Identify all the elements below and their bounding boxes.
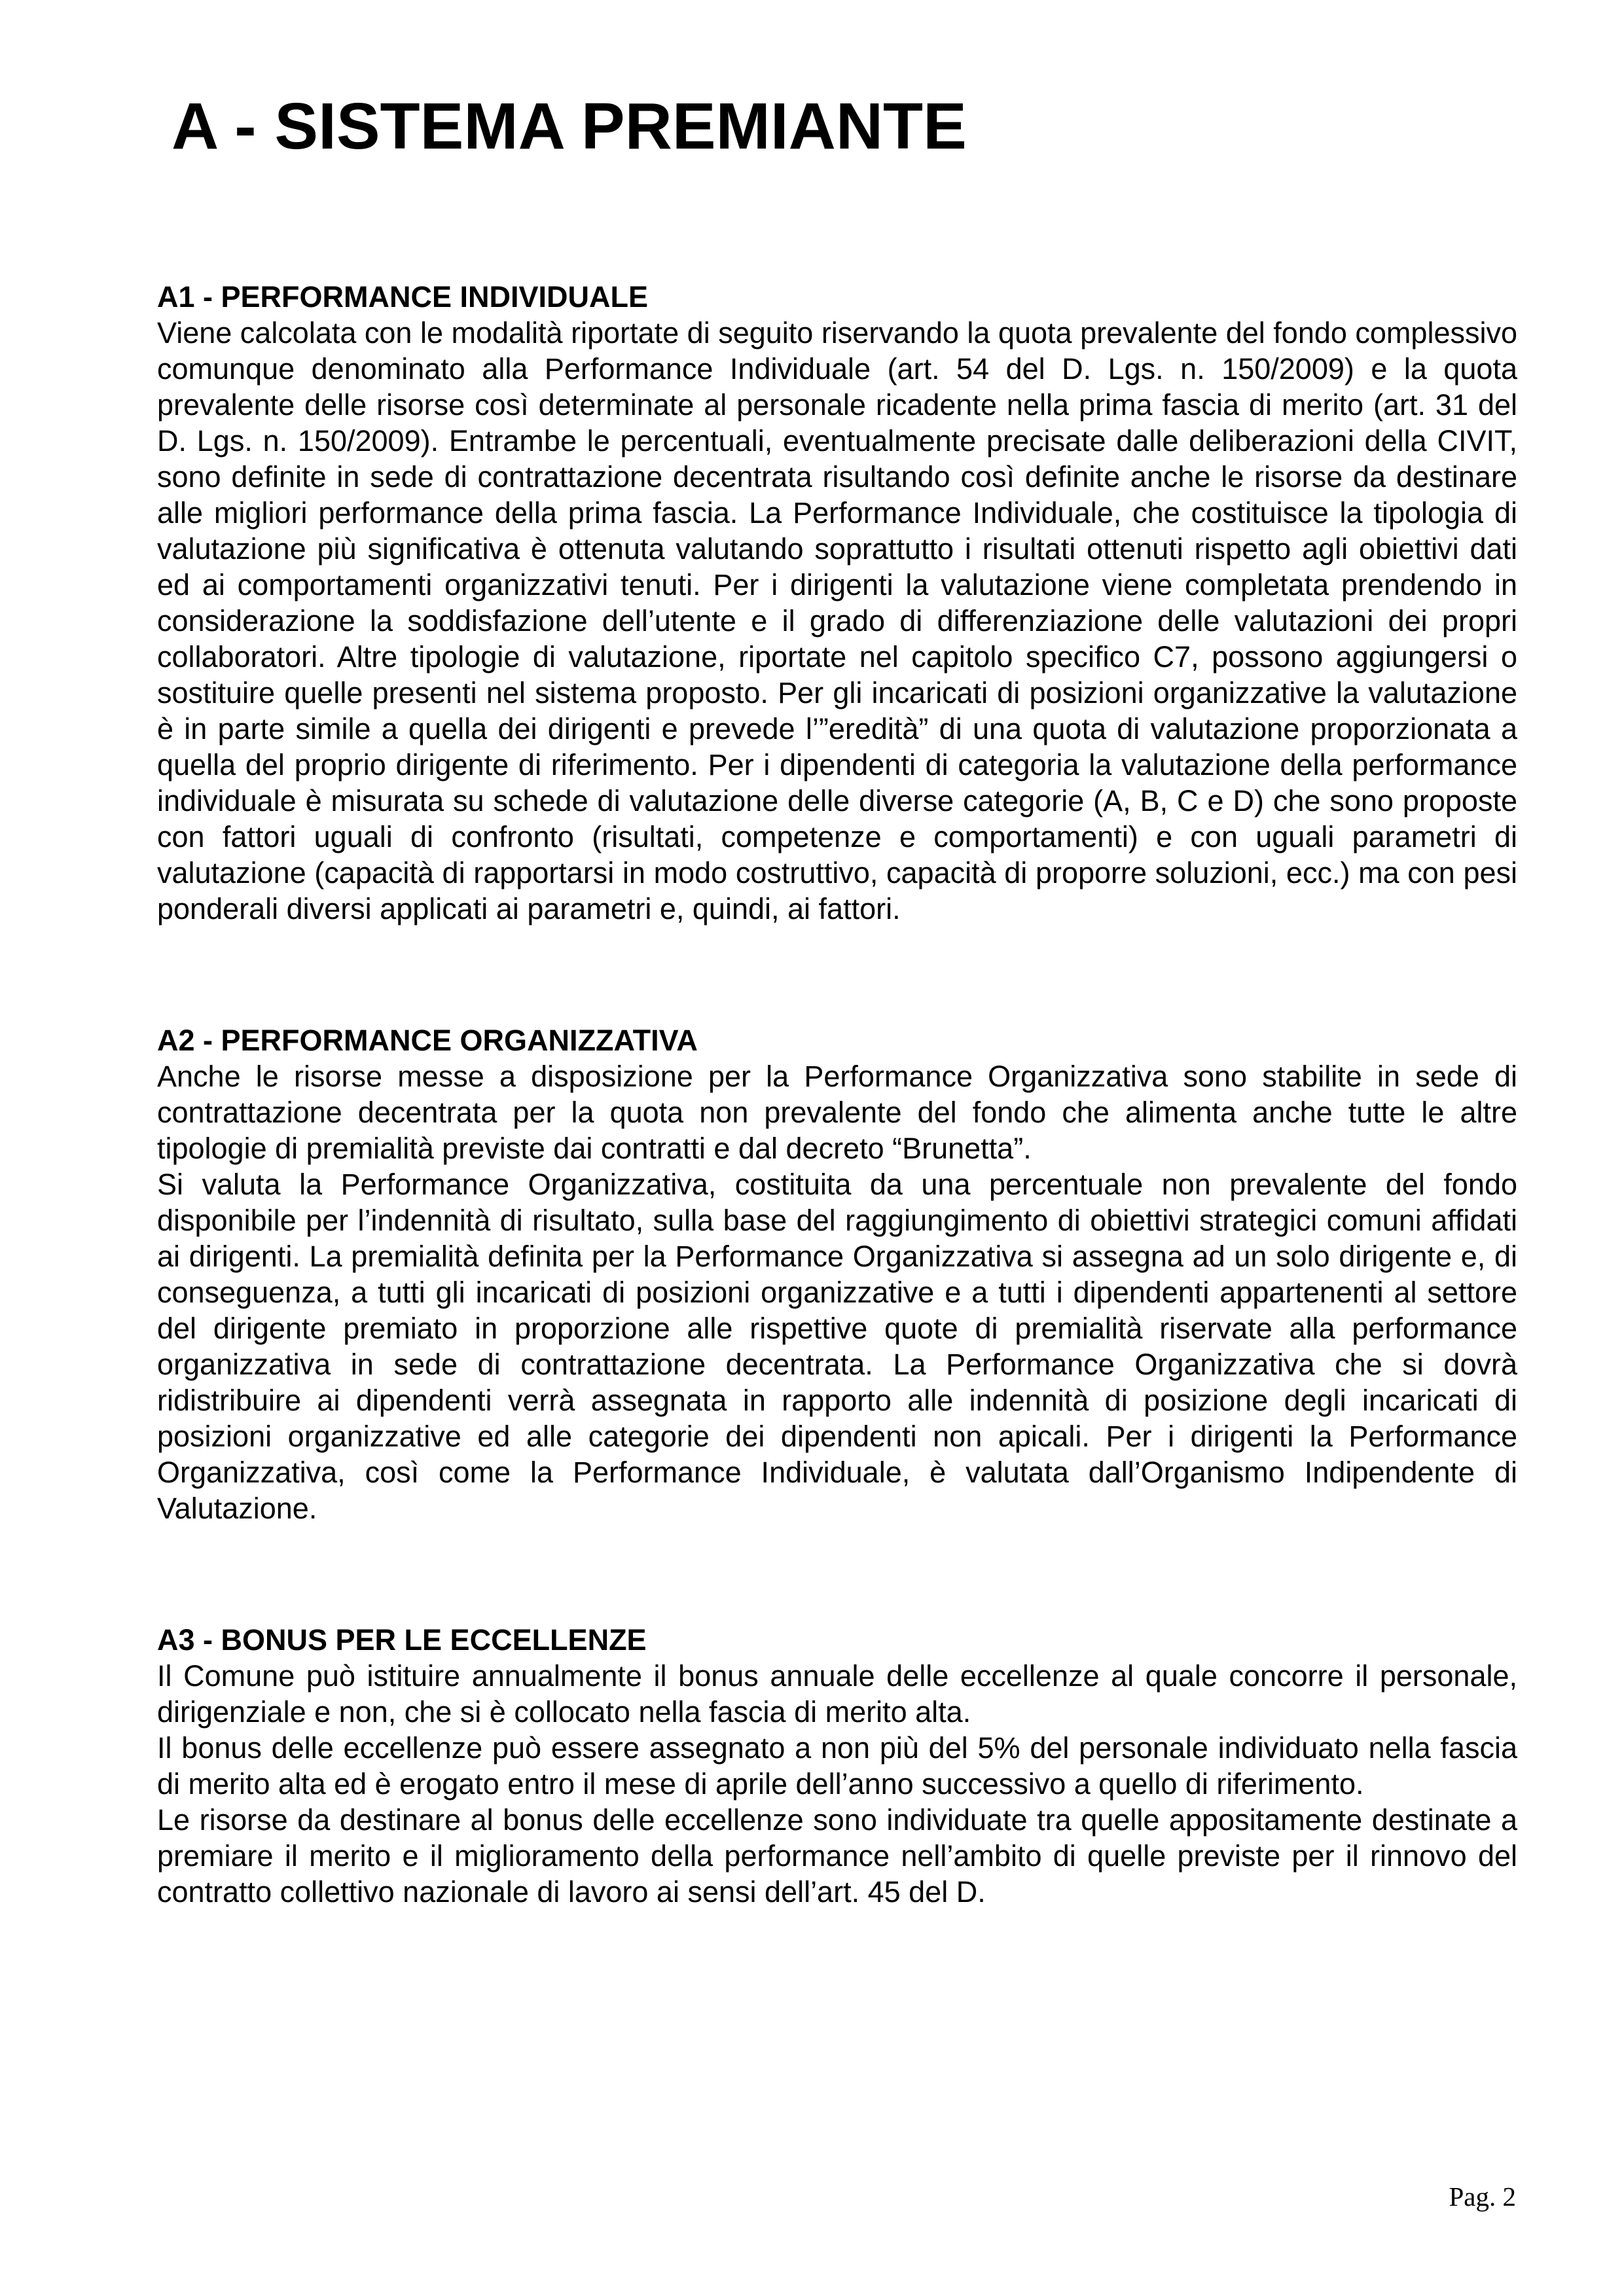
section-a2-paragraph-2: Si valuta la Performance Organizzativa, costituita da una percentuale non prevalente del fondo disponibile per l’indennità di risultato, sulla base del raggiungimento di obiettivi strategici comuni affidati ai dirigenti. La premialità definita per la Performance Organizzativa si assegna ad un solo dirigente e, di conseguenza, a tutti gli incaricati di posizioni organizzative e a tutti i dipendenti appartenenti al settore del dirigente premiato in proporzione alle rispettive quote di premialità riservate alla performance organizzativa in sede di contrattazione decentrata. La Performance Organizzativa che si dovrà ridistribuire ai dipendenti verrà assegnata in rapporto alle indennità di posizione degli incaricati di posizioni organizzative ed alle categorie dei dipendenti non apicali. Per i dirigenti la Performance Organizzativa, così come la Performance Individuale, è valutata dall’Organismo Indipendente di Valutazione. [157, 1168, 1517, 1525]
document-title: A - SISTEMA PREMIANTE [171, 90, 967, 163]
section-a2-paragraph-1: Anche le risorse messe a disposizione per la Performance Organizzativa sono stabilite in sede di contrattazione decentrata per la quota non prevalente del fondo che alimenta anche tutte le altre tipologie di premialità previste dai contratti e dal decreto “Brunetta”. [157, 1060, 1517, 1165]
section-a1 [157, 279, 1517, 927]
section-a2 [157, 1022, 1517, 1526]
section-a3 [157, 1622, 1517, 1910]
section-a3-paragraph-1: Il Comune può istituire annualmente il bonus annuale delle eccellenze al quale concorre il personale, dirigenziale e non, che si è collocato nella fascia di merito alta. [157, 1659, 1517, 1729]
section-a1-heading: A1 - PERFORMANCE INDIVIDUALE [157, 280, 649, 314]
section-a1-paragraph-1: Viene calcolata con le modalità riportate di seguito riservando la quota prevalente del fondo complessivo comunque denominato alla Performance Individuale (art. 54 del D. Lgs. n. 150/2009) e la quota prevalente delle risorse così determinate al personale ricadente nella prima fascia di merito (art. 31 del D. Lgs. n. 150/2009). Entrambe le percentuali, eventualmente precisate dalle deliberazioni della CIVIT, sono definite in sede di contrattazione decentrata risultando così definite anche le risorse da destinare alle migliori performance della prima fascia. La Performance Individuale, che costituisce la tipologia di valutazione più significativa è ottenuta valutando soprattutto i risultati ottenuti rispetto agli obiettivi dati ed ai comportamenti organizzativi tenuti. Per i dirigenti la valutazione viene completata prendendo in considerazione la soddisfazione dell’utente e il grado di differenziazione delle valutazioni dei propri collaboratori. Altre tipologie di valutazione, riportate nel capitolo specifico C7, possono aggiungersi o sostituire quelle presenti nel sistema proposto. Per gli incaricati di posizioni organizzative la valutazione è in parte simile a quella dei dirigenti e prevede l’”eredità” di una quota di valutazione proporzionata a quella del proprio dirigente di riferimento. Per i dipendenti di categoria la valutazione della performance individuale è misurata su schede di valutazione delle diverse categorie (A, B, C e D) che sono proposte con fattori uguali di confronto (risultati, competenze e comportamenti) e con uguali parametri di valutazione (capacità di rapportarsi in modo costruttivo, capacità di proporre soluzioni, ecc.) ma con pesi ponderali diversi applicati ai parametri e, quindi, ai fattori. [157, 316, 1517, 925]
section-a2-heading: A2 - PERFORMANCE ORGANIZZATIVA [157, 1024, 698, 1057]
document-content [157, 0, 1517, 1910]
page-footer [1449, 2181, 1517, 2213]
section-a3-paragraph-3: Le risorse da destinare al bonus delle eccellenze sono individuate tra quelle appositamente destinate a premiare il merito e il miglioramento della performance nell’ambito di quelle previste per il rinnovo del contratto collettivo nazionale di lavoro ai sensi dell’art. 45 del D. [157, 1803, 1517, 1909]
page-number: Pag. 2 [1449, 2181, 1516, 2212]
section-a3-heading: A3 - BONUS PER LE ECCELLENZE [157, 1623, 647, 1657]
section-a3-paragraph-2: Il bonus delle eccellenze può essere assegnato a non più del 5% del personale individuato nella fascia di merito alta ed è erogato entro il mese di aprile dell’anno successivo a quello di riferimento. [157, 1731, 1517, 1801]
